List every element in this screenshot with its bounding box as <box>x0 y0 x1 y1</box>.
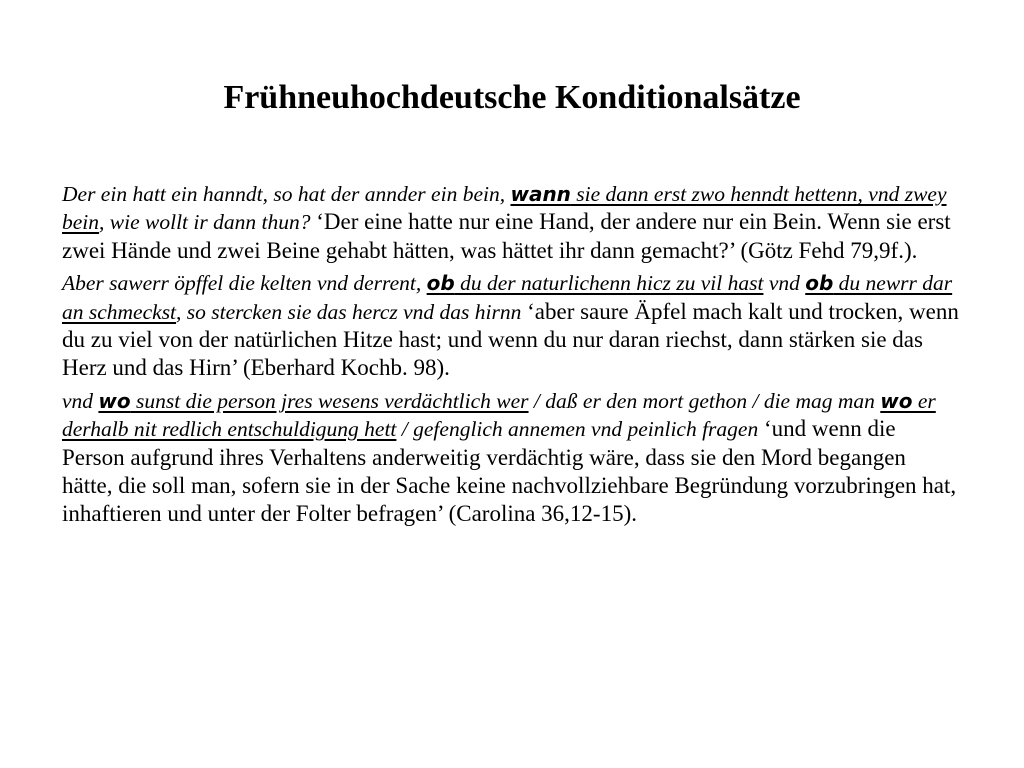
conjunction-keyword: ob <box>426 271 455 296</box>
conjunction-keyword: wo <box>98 388 131 413</box>
conditional-clause: sie dann erst zwo henndt hettenn, vnd zwey bein <box>62 182 947 235</box>
source-quote: Der ein hatt ein hanndt, so hat der annder ein bein, <box>62 182 511 206</box>
conjunction-keyword: wo <box>880 388 913 413</box>
translation-text: ‘Der eine hatte nur eine Hand, der andere nur ein Bein. Wenn sie erst zwei Hände und zwei Beine gehabt hätten, was hättet ihr dann gemacht?’ (Götz Fehd 79,9f.). <box>62 209 951 263</box>
conditional-clause: du newrr dar an schmeckst <box>62 271 953 324</box>
source-quote: Aber sawerr öpffel die kelten vnd derrent, <box>62 271 427 296</box>
source-quote: vnd <box>62 388 99 413</box>
source-quote: / daß er den mort gethon / die mag man <box>528 388 881 413</box>
translation-text: ‘und wenn die Person aufgrund ihres Verhaltens anderweitig verdächtig wäre, dass sie den Mord begangen hätte, die soll man, sofern sie in der Sache keine nachvollziehbare Begründung vorzubringen hat, inhaftieren und unter der Folter befragen’ (Carolina 36,12-15). <box>62 416 957 527</box>
slide-title: Frühneuhochdeutsche Konditionalsätze <box>223 79 801 116</box>
conditional-clause: du der naturlichenn hicz zu vil hast <box>454 271 764 296</box>
slide-body <box>62 180 962 533</box>
conjunction-keyword: wann <box>510 182 571 206</box>
conditional-clause: sunst die person jres wesens verdächtlich wer <box>130 388 529 413</box>
example-paragraph-1 <box>62 180 962 265</box>
conditional-clause: er derhalb nit redlich entschuldigung hett <box>62 388 936 442</box>
source-quote: / gefenglich annemen vnd peinlich fragen <box>396 417 759 442</box>
translation-text: ‘aber saure Äpfel mach kalt und trocken, wenn du zu viel von der natürlichen Hitze hast; und wenn du nur daran riechst, dann stärken sie das Herz und das Hirn’ (Eberhard Kochb. 98). <box>62 298 959 381</box>
source-quote: vnd <box>763 271 806 296</box>
example-paragraph-3 <box>62 387 962 529</box>
conjunction-keyword: ob <box>805 271 834 296</box>
source-quote: , so stercken sie das hercz vnd das hirnn <box>176 299 522 324</box>
example-paragraph-2 <box>62 269 962 383</box>
source-quote: , wie wollt ir dann thun? <box>99 210 311 235</box>
